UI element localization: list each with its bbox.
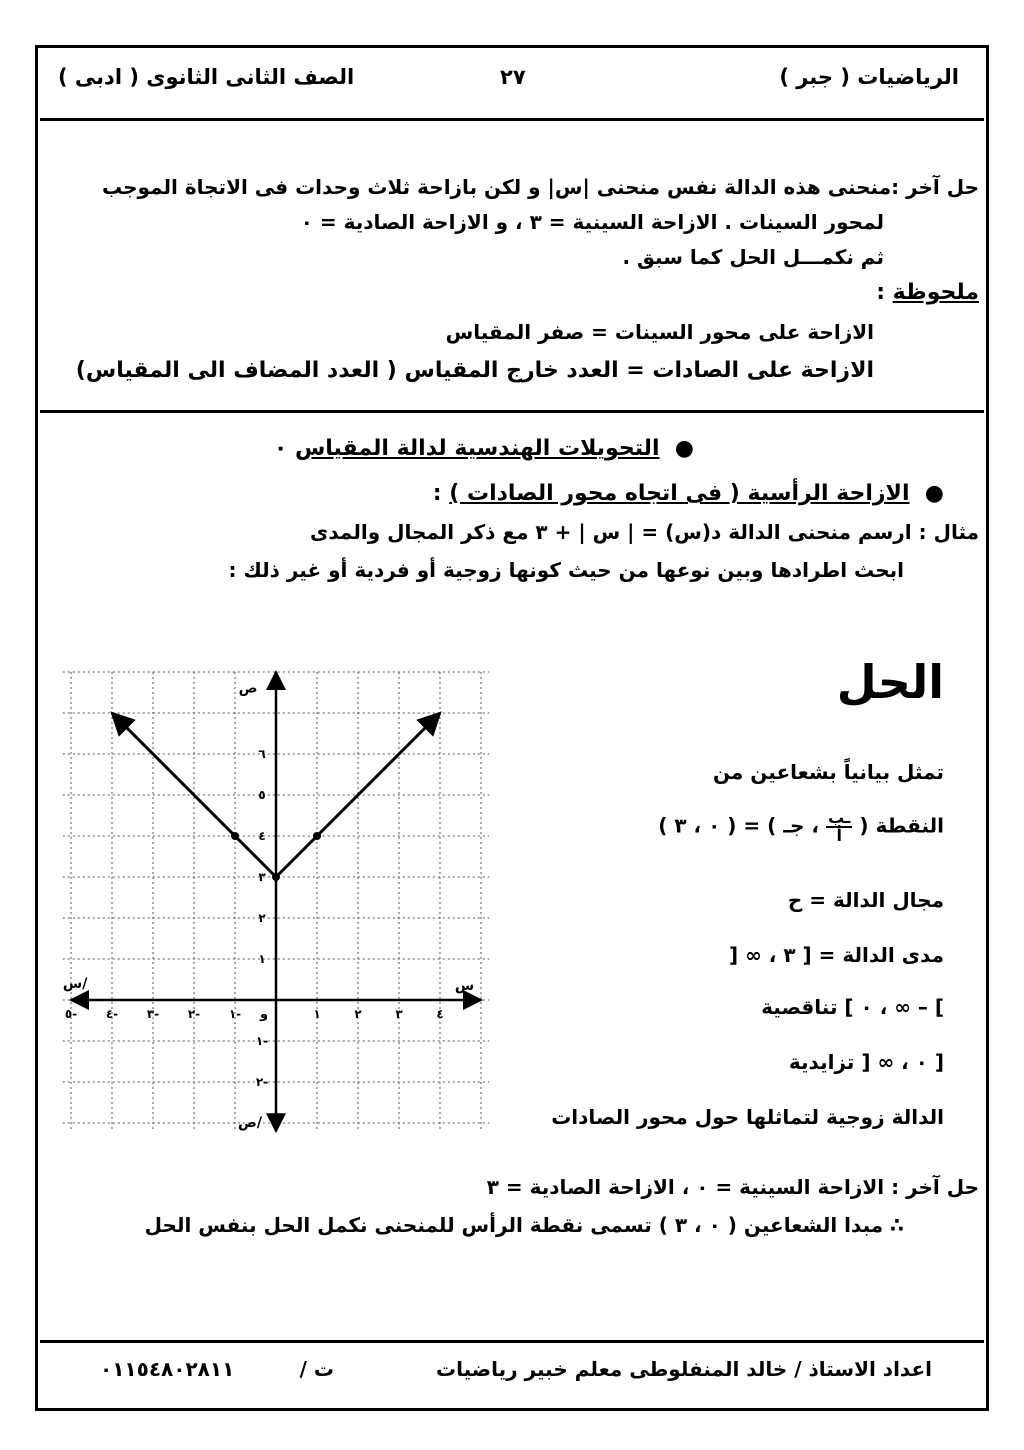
y-neg-label: ص/ xyxy=(238,1115,262,1131)
origin-label: و xyxy=(259,1007,269,1022)
solution-domain: مجال الدالة = ح xyxy=(787,888,944,912)
note-colon: : xyxy=(876,280,885,305)
vertex-point xyxy=(272,873,280,881)
solution-vertex-line xyxy=(658,810,944,844)
y-tick-label: ٤ xyxy=(258,829,266,843)
marked-point xyxy=(231,832,239,840)
y-tick-label: ١ xyxy=(258,952,266,966)
footer-divider xyxy=(40,1340,984,1343)
note-line2: الازاحة على الصادات = العدد خارج المقياس ( العدد المضاف الى المقياس) xyxy=(75,358,874,383)
x-tick-label: ١- xyxy=(228,1007,242,1021)
y-tick-label: ٣ xyxy=(258,870,266,884)
y-tick-label: ١- xyxy=(255,1034,269,1048)
bullet1-text: التحويلات الهندسية لدالة المقياس xyxy=(294,436,660,461)
x-tick-label: ٤- xyxy=(105,1007,119,1021)
alt-solution-line2: لمحور السينات . الازاحة السينية = ٣ ، و الازاحة الصادية = ٠ xyxy=(300,210,884,234)
example-line1: مثال : ارسم منحنى الدالة د(س) = | س | + ٣ مع ذكر المجال والمدى xyxy=(310,520,979,544)
fraction-den: أ xyxy=(836,826,842,845)
solution-line1: تمثل بيانياً بشعاعين من xyxy=(712,760,944,784)
footer-author: اعداد الاستاذ / خالد المنفلوطى معلم خبير رياضيات xyxy=(435,1357,932,1381)
solution-range: مدى الدالة = [ ٣ ، ∞ [ xyxy=(729,943,944,967)
bullet2-tail: : xyxy=(432,481,442,506)
solution-decreasing: ] – ∞ ، ٠ ] تناقصية xyxy=(761,995,944,1019)
bullet-dot: ● xyxy=(659,436,694,461)
marked-point xyxy=(313,832,321,840)
other-solution-line1: حل آخر : الازاحة السينية = ٠ ، الازاحة الصادية = ٣ xyxy=(486,1175,979,1199)
header-page-number: ٢٧ xyxy=(500,65,526,89)
alt-solution-line3: ثم نكمـــل الحل كما سبق . xyxy=(622,245,884,269)
footer-phone-label: ت / xyxy=(299,1357,334,1381)
alt-solution-line1: حل آخر :منحنى هذه الدالة نفس منحنى |س| و لكن بازاحة ثلاث وحدات فى الاتجاة الموجب xyxy=(101,175,979,199)
solution-increasing: [ ٠ ، ∞ [ تزايدية xyxy=(788,1050,944,1074)
note-heading xyxy=(876,280,979,305)
x-tick-label: ٣- xyxy=(146,1007,160,1021)
y-tick-label: ٢ xyxy=(258,911,266,925)
graph-axes xyxy=(71,672,481,1131)
solution-even: الدالة زوجية لتماثلها حول محور الصادات xyxy=(551,1105,944,1129)
header-grade: الصف الثانى الثانوى ( ادبى ) xyxy=(58,65,355,89)
y-tick-label: ٢- xyxy=(255,1075,269,1089)
y-axis-label: ص xyxy=(238,680,258,697)
abs-function-graph xyxy=(62,640,485,1131)
graph-labels xyxy=(63,680,474,1131)
x-axis-label: س xyxy=(454,978,475,994)
x-tick-label: ١ xyxy=(313,1007,321,1021)
point-suffix: ، جـ ) = ( ٠ ، ٣ ) xyxy=(658,813,820,838)
y-tick-label: ٦ xyxy=(258,747,266,761)
solution-title: الحل xyxy=(836,655,944,709)
note-line1: الازاحة على محور السينات = صفر المقياس xyxy=(445,320,874,344)
x-tick-label: ٣ xyxy=(395,1007,403,1021)
section-divider xyxy=(40,410,984,413)
x-tick-label: ٤ xyxy=(436,1007,444,1021)
x-tick-label: ٥- xyxy=(64,1007,78,1021)
header-subject: الرياضيات ( جبر ) xyxy=(779,65,959,89)
footer-phone: ٠١١٥٤٨٠٢٨١١ xyxy=(100,1357,235,1381)
bullet-transformations xyxy=(274,436,694,461)
y-tick-label: ٥ xyxy=(258,788,266,802)
example-line2: ابحث اطرادها وبين نوعها من حيث كونها زوجية أو فردية أو غير ذلك : xyxy=(228,558,904,582)
note-label: ملحوظة xyxy=(892,280,979,305)
x-tick-label: ٢- xyxy=(187,1007,201,1021)
bullet-vertical-shift xyxy=(433,481,944,506)
point-prefix: النقطة ( xyxy=(859,813,944,838)
bullet1-tail: ٠ xyxy=(273,436,288,461)
x-neg-label: س/ xyxy=(62,976,88,992)
header-divider xyxy=(40,118,984,121)
fraction-num: ـب xyxy=(827,808,851,827)
other-solution-line2: ∴ مبدا الشعاعين ( ٠ ، ٣ ) تسمى نقطة الرأس للمنحنى نكمل الحل بنفس الحل xyxy=(144,1213,904,1237)
bullet2-text: الازاحة الرأسية ( فى اتجاه محور الصادات ) xyxy=(449,481,910,506)
bullet-dot: ● xyxy=(909,481,944,506)
x-tick-label: ٢ xyxy=(354,1007,362,1021)
fraction xyxy=(826,810,852,844)
